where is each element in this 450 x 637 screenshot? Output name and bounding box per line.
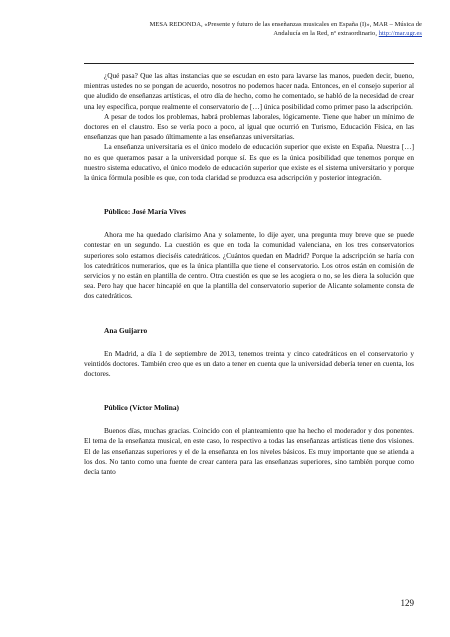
speaker-heading: Ana Guijarro (104, 325, 148, 335)
spacer (84, 183, 414, 207)
header-citation: MESA REDONDA, «Presente y futuro de las enseñanzas musicales en España (I)», MAR – Música de (149, 21, 422, 28)
spacer (84, 379, 414, 403)
spacer (84, 302, 414, 326)
header-journal: Andalucía en la Red, nº extraordinario, (273, 30, 379, 37)
paragraph: ¿Qué pasa? Que las altas instancias que se escudan en esto para lavarse las manos, pueden decir, bueno, mientras ustedes no se pongan de acuerdo, nosotros no podemos hacer nada. Entonces, en el consejo superior al que aludido de enseñanzas artísticas, el otro día de hecho, como he comentado, se habló de la necesidad de crear una ley específica, porque realmente el conservatorio de […] única posibilidad como primer paso la adscripción. (84, 71, 414, 111)
page-number: 129 (400, 598, 414, 608)
paragraph: En Madrid, a día 1 de septiembre de 2013, tenemos treinta y cinco catedráticos en el conservatorio y veintidós doctores. También creo que es un dato a tener en cuenta que la universidad debería tener en cuenta, los doctores. (84, 348, 414, 379)
paragraph: Buenos días, muchas gracias. Coincido con el planteamiento que ha hecho el moderador y dos ponentes. El tema de la enseñanza musical, en este caso, lo respectivo a todas las enseñanzas artísticas tiene dos visiones. El de las enseñanzas superiores y el de la enseñanza en los niveles básicos. Es muy importante que se atienda a los dos. No tanto como una fuente de crear cantera para las enseñanzas superiores, sino también porque como decía tanto (84, 426, 414, 477)
speaker-heading: Público (Víctor Molina) (104, 403, 179, 413)
header-divider (84, 63, 414, 64)
paragraph: La enseñanza universitaria es el único modelo de educación superior que existe en España. Nuestra […] no es que queramos pasar a la universidad porque sí. Es que es la única posibilidad que tenemos porque en nuestro sistema educativo, el único modelo de educación superior que existe es el sistema universitario y porque la única fórmula posible es que, con toda claridad se produzca esa adscripción y posterior integración. (84, 142, 414, 183)
running-header (0, 20, 422, 38)
header-citation-line2 (0, 29, 422, 38)
speaker-heading: Público: José María Vives (104, 207, 186, 217)
journal-link[interactable]: http://mar.ugr.es (378, 30, 422, 37)
paragraph: A pesar de todos los problemas, habrá problemas laborales, lógicamente. Tiene que haber un mínimo de doctores en el claustro. Eso se vería poco a poco, al igual que ocurrió en Turismo, Educación Física, en las enseñanzas que han pasado últimamente a las enseñanzas universitarias. (84, 111, 414, 142)
paragraph: Ahora me ha quedado clarísimo Ana y solamente, lo dije ayer, una pregunta muy breve que se puede contestar en un segundo. La cuestión es que en toda la comunidad valenciana, en los tres conservatorios superiores solo estamos dieciséis catedráticos. ¿Cuántos quedan en Madrid? Porque la adscripción se haría con los catedráticos numerarios, que es la única plantilla que tiene el conservatorio. Los otros están en comisión de servicios y no están en plantilla de centro. Otra cuestión es que se les acogiera o no, se les diera la solución que sea. Pero hay que hacer hincapié en que la plantilla del conservatorio superior de Alicante solamente consta de dos catedráticos. (84, 230, 414, 301)
page-body (84, 71, 414, 477)
